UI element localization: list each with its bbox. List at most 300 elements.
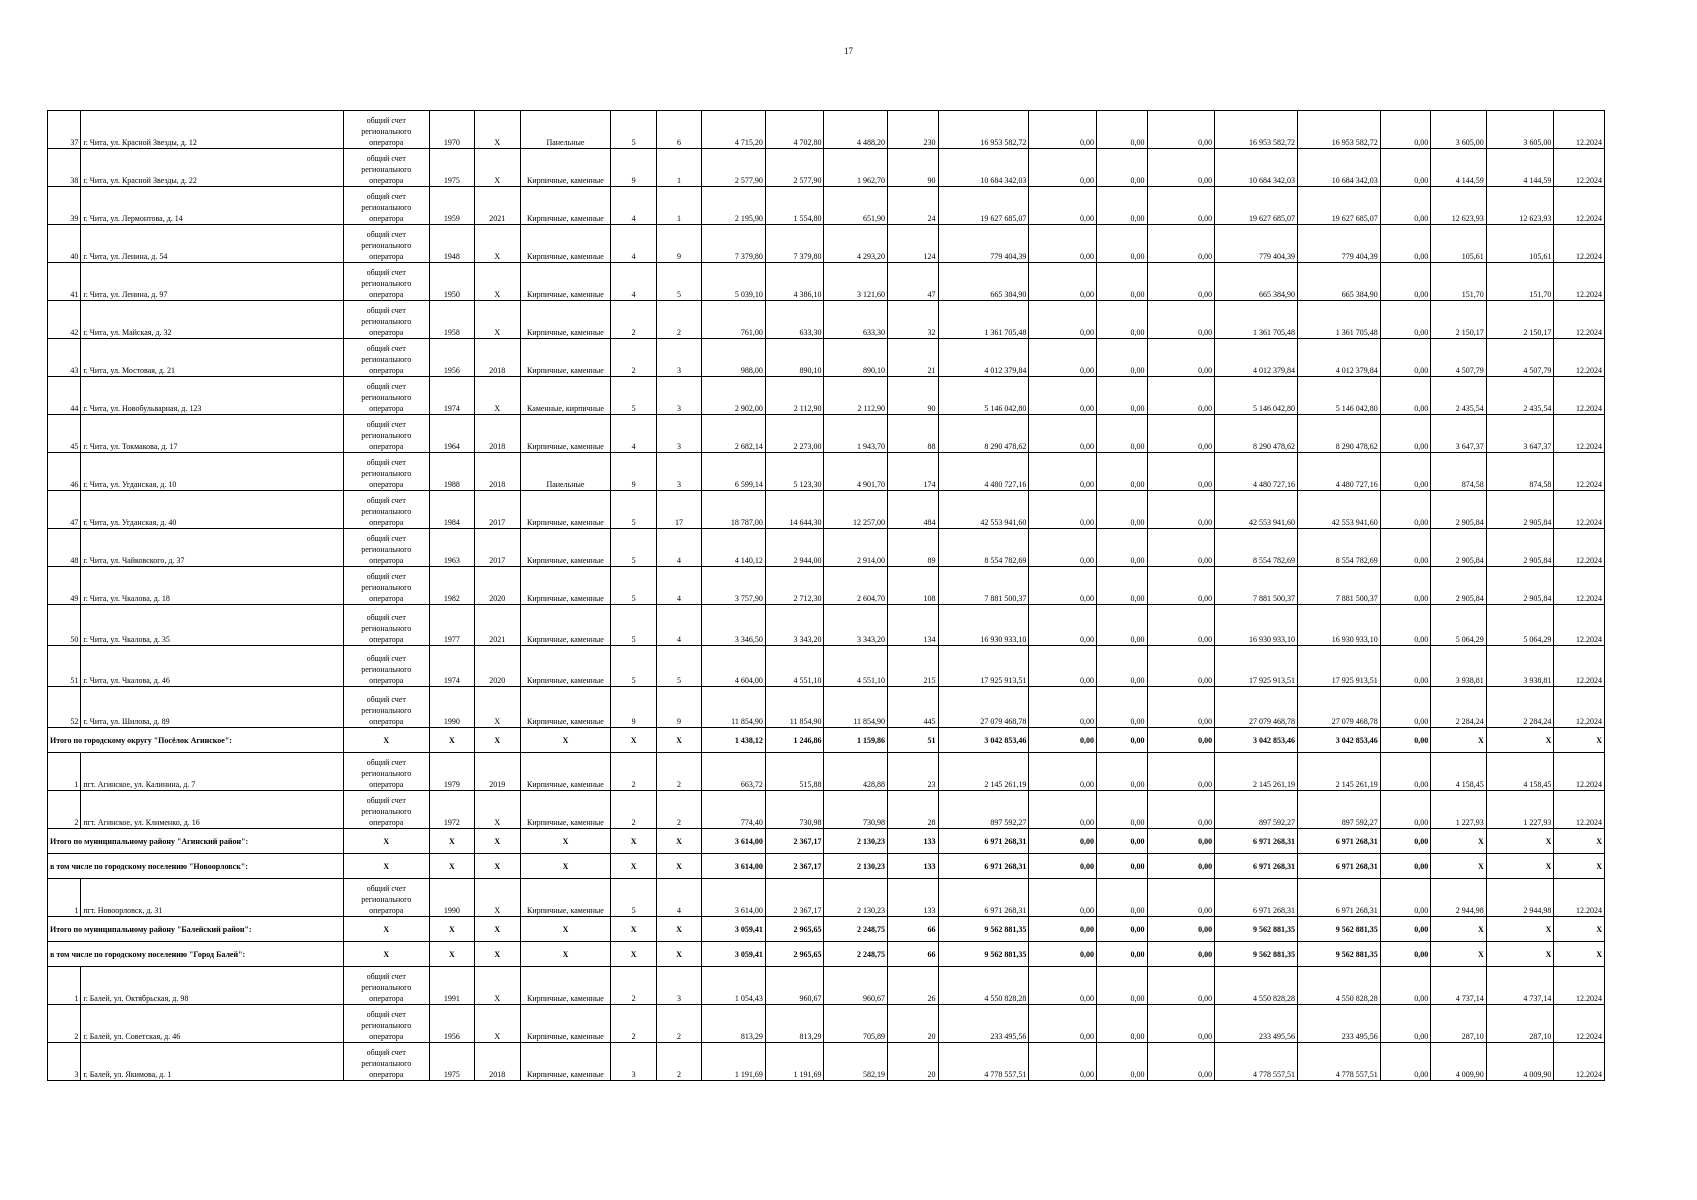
cell-unit-cost-limit: 2 150,17 — [1486, 301, 1554, 339]
cell-fund-owners-total: 4 550 828,28 — [1297, 967, 1380, 1005]
cell-living-area: 7 379,80 — [765, 225, 824, 263]
cell-fund-local: 0,00 — [1147, 605, 1215, 646]
cell-fund-other: 0,00 — [1380, 567, 1430, 605]
table-row — [48, 879, 1605, 917]
cell-fund-federal: 0,00 — [1029, 605, 1097, 646]
cell-year-built: X — [429, 728, 474, 753]
cell-year-built: X — [429, 854, 474, 879]
cell-fund-owners-total: 6 971 268,31 — [1297, 829, 1380, 854]
table-row — [48, 111, 1605, 149]
cell-address: г. Чита, ул. Угданская, д. 10 — [81, 453, 344, 491]
cell-fund-regional: 0,00 — [1097, 529, 1147, 567]
cell-fund-owners-total: 4 778 557,51 — [1297, 1043, 1380, 1081]
cell-completion-date: 12.2024 — [1554, 377, 1605, 415]
cell-account-type: общий счет регионального оператора — [343, 415, 429, 453]
cell-fund-owners-total: 5 146 042,80 — [1297, 377, 1380, 415]
cell-fund-owners: 5 146 042,80 — [1215, 377, 1298, 415]
table-row — [48, 187, 1605, 225]
cell-owned-area: 1 159,86 — [824, 728, 888, 753]
cell-unit-cost: 2 944,98 — [1431, 879, 1487, 917]
cell-fund-other: 0,00 — [1380, 225, 1430, 263]
cell-living-area: 4 386,10 — [765, 263, 824, 301]
cell-account-type: общий счет регионального оператора — [343, 646, 429, 687]
cell-account-type: X — [343, 942, 429, 967]
cell-fund-owners: 16 930 933,10 — [1215, 605, 1298, 646]
cell-floors: 5 — [611, 879, 656, 917]
cell-fund-owners-total: 7 881 500,37 — [1297, 567, 1380, 605]
table-row — [48, 263, 1605, 301]
cell-row-number: 2 — [48, 791, 81, 829]
cell-floors: X — [611, 942, 656, 967]
cell-unit-cost-limit: 2 284,24 — [1486, 687, 1554, 728]
cell-living-area: 14 644,30 — [765, 491, 824, 529]
cell-fund-federal: 0,00 — [1029, 567, 1097, 605]
cell-fund-regional: 0,00 — [1097, 415, 1147, 453]
cell-fund-other: 0,00 — [1380, 917, 1430, 942]
cell-entrances: 3 — [656, 415, 701, 453]
cell-entrances: 3 — [656, 377, 701, 415]
cell-residents: 174 — [888, 453, 938, 491]
table-row — [48, 605, 1605, 646]
cell-repair-cost: 1 361 705,48 — [938, 301, 1029, 339]
cell-floors: 2 — [611, 339, 656, 377]
cell-fund-federal: 0,00 — [1029, 453, 1097, 491]
cell-fund-owners-total: 779 404,39 — [1297, 225, 1380, 263]
cell-unit-cost-limit: X — [1486, 728, 1554, 753]
cell-account-type: общий счет регионального оператора — [343, 187, 429, 225]
cell-owned-area: 2 130,23 — [824, 854, 888, 879]
cell-owned-area: 890,10 — [824, 339, 888, 377]
cell-year-last-repair: X — [475, 829, 520, 854]
cell-repair-cost: 16 930 933,10 — [938, 605, 1029, 646]
cell-entrances: 2 — [656, 753, 701, 791]
cell-residents: 51 — [888, 728, 938, 753]
cell-wall-material: X — [520, 854, 611, 879]
table-row — [48, 753, 1605, 791]
cell-residents: 484 — [888, 491, 938, 529]
cell-address: пгт. Агинское, ул. Клименко, д. 16 — [81, 791, 344, 829]
cell-fund-owners-total: 6 971 268,31 — [1297, 854, 1380, 879]
cell-total-area: 1 438,12 — [702, 728, 766, 753]
cell-living-area: 960,67 — [765, 967, 824, 1005]
table-row — [48, 1043, 1605, 1081]
cell-fund-owners: 7 881 500,37 — [1215, 567, 1298, 605]
cell-row-number: 52 — [48, 687, 81, 728]
cell-owned-area: 582,19 — [824, 1043, 888, 1081]
cell-fund-regional: 0,00 — [1097, 967, 1147, 1005]
cell-living-area: 3 343,20 — [765, 605, 824, 646]
cell-living-area: 633,30 — [765, 301, 824, 339]
cell-residents: 21 — [888, 339, 938, 377]
cell-entrances: 17 — [656, 491, 701, 529]
cell-account-type: общий счет регионального оператора — [343, 1043, 429, 1081]
cell-owned-area: 4 293,20 — [824, 225, 888, 263]
table-row — [48, 646, 1605, 687]
cell-fund-regional: 0,00 — [1097, 301, 1147, 339]
cell-floors: 5 — [611, 646, 656, 687]
cell-living-area: 4 551,10 — [765, 646, 824, 687]
cell-completion-date: X — [1554, 854, 1605, 879]
cell-entrances: 4 — [656, 879, 701, 917]
cell-total-area: 5 039,10 — [702, 263, 766, 301]
cell-owned-area: 4 488,20 — [824, 111, 888, 149]
cell-total-area: 2 577,90 — [702, 149, 766, 187]
cell-fund-owners-total: 3 042 853,46 — [1297, 728, 1380, 753]
total-label: Итого по городскому округу "Посёлок Агинское": — [48, 728, 344, 753]
cell-wall-material: Кирпичные, каменные — [520, 567, 611, 605]
cell-unit-cost-limit: X — [1486, 829, 1554, 854]
cell-fund-local: 0,00 — [1147, 567, 1215, 605]
cell-row-number: 2 — [48, 1005, 81, 1043]
cell-year-built: 1964 — [429, 415, 474, 453]
cell-fund-regional: 0,00 — [1097, 605, 1147, 646]
cell-account-type: общий счет регионального оператора — [343, 225, 429, 263]
cell-fund-other: 0,00 — [1380, 791, 1430, 829]
cell-entrances: 4 — [656, 567, 701, 605]
cell-floors: X — [611, 917, 656, 942]
cell-year-last-repair: X — [475, 728, 520, 753]
cell-residents: 133 — [888, 829, 938, 854]
cell-entrances: 3 — [656, 453, 701, 491]
cell-unit-cost-limit: 105,61 — [1486, 225, 1554, 263]
cell-completion-date: 12.2024 — [1554, 415, 1605, 453]
cell-year-built: 1984 — [429, 491, 474, 529]
cell-living-area: 4 702,80 — [765, 111, 824, 149]
cell-fund-owners-total: 19 627 685,07 — [1297, 187, 1380, 225]
cell-fund-other: 0,00 — [1380, 728, 1430, 753]
cell-wall-material: Кирпичные, каменные — [520, 605, 611, 646]
cell-account-type: X — [343, 917, 429, 942]
cell-fund-local: 0,00 — [1147, 687, 1215, 728]
cell-fund-other: 0,00 — [1380, 415, 1430, 453]
cell-fund-local: 0,00 — [1147, 149, 1215, 187]
cell-unit-cost: 2 905,84 — [1431, 529, 1487, 567]
cell-owned-area: 2 248,75 — [824, 942, 888, 967]
cell-fund-owners: 8 554 782,69 — [1215, 529, 1298, 567]
cell-repair-cost: 233 495,56 — [938, 1005, 1029, 1043]
cell-total-area: 3 614,00 — [702, 829, 766, 854]
cell-account-type: общий счет регионального оператора — [343, 149, 429, 187]
houses-table — [47, 110, 1605, 1081]
cell-fund-other: 0,00 — [1380, 753, 1430, 791]
cell-total-area: 2 902,00 — [702, 377, 766, 415]
cell-entrances: X — [656, 917, 701, 942]
cell-address: г. Чита, ул. Лермонтова, д. 14 — [81, 187, 344, 225]
table-row — [48, 301, 1605, 339]
cell-account-type: общий счет регионального оператора — [343, 687, 429, 728]
cell-wall-material: Каменные, кирпичные — [520, 377, 611, 415]
cell-entrances: 5 — [656, 646, 701, 687]
cell-unit-cost-limit: 1 227,93 — [1486, 791, 1554, 829]
cell-residents: 124 — [888, 225, 938, 263]
cell-unit-cost: 105,61 — [1431, 225, 1487, 263]
cell-fund-owners-total: 2 145 261,19 — [1297, 753, 1380, 791]
cell-owned-area: 960,67 — [824, 967, 888, 1005]
cell-entrances: 4 — [656, 529, 701, 567]
cell-fund-owners-total: 42 553 941,60 — [1297, 491, 1380, 529]
cell-unit-cost: X — [1431, 942, 1487, 967]
cell-unit-cost: 2 905,84 — [1431, 491, 1487, 529]
cell-fund-owners-total: 9 562 881,35 — [1297, 942, 1380, 967]
cell-fund-federal: 0,00 — [1029, 263, 1097, 301]
cell-completion-date: 12.2024 — [1554, 339, 1605, 377]
cell-account-type: X — [343, 854, 429, 879]
cell-address: г. Балей, ул. Якимова, д. 1 — [81, 1043, 344, 1081]
cell-fund-owners: 4 778 557,51 — [1215, 1043, 1298, 1081]
cell-year-last-repair: X — [475, 301, 520, 339]
table-row — [48, 415, 1605, 453]
cell-unit-cost: 287,10 — [1431, 1005, 1487, 1043]
cell-year-built: 1979 — [429, 753, 474, 791]
cell-completion-date: 12.2024 — [1554, 453, 1605, 491]
total-row — [48, 854, 1605, 879]
cell-unit-cost: 1 227,93 — [1431, 791, 1487, 829]
cell-entrances: 3 — [656, 339, 701, 377]
cell-completion-date: X — [1554, 829, 1605, 854]
cell-floors: 2 — [611, 1005, 656, 1043]
cell-residents: 24 — [888, 187, 938, 225]
table-row — [48, 567, 1605, 605]
cell-fund-local: 0,00 — [1147, 829, 1215, 854]
cell-row-number: 3 — [48, 1043, 81, 1081]
cell-fund-federal: 0,00 — [1029, 1043, 1097, 1081]
cell-wall-material: Кирпичные, каменные — [520, 301, 611, 339]
cell-completion-date: 12.2024 — [1554, 187, 1605, 225]
cell-entrances: 2 — [656, 1005, 701, 1043]
cell-account-type: общий счет регионального оператора — [343, 263, 429, 301]
cell-fund-federal: 0,00 — [1029, 791, 1097, 829]
cell-residents: 20 — [888, 1043, 938, 1081]
cell-fund-other: 0,00 — [1380, 187, 1430, 225]
table-row — [48, 687, 1605, 728]
cell-unit-cost: 4 009,90 — [1431, 1043, 1487, 1081]
cell-completion-date: 12.2024 — [1554, 111, 1605, 149]
cell-total-area: 4 715,20 — [702, 111, 766, 149]
cell-unit-cost-limit: X — [1486, 942, 1554, 967]
cell-fund-regional: 0,00 — [1097, 728, 1147, 753]
cell-entrances: X — [656, 728, 701, 753]
cell-wall-material: Кирпичные, каменные — [520, 149, 611, 187]
cell-owned-area: 2 248,75 — [824, 917, 888, 942]
cell-fund-other: 0,00 — [1380, 453, 1430, 491]
cell-account-type: общий счет регионального оператора — [343, 529, 429, 567]
cell-year-built: 1956 — [429, 339, 474, 377]
cell-owned-area: 633,30 — [824, 301, 888, 339]
cell-fund-regional: 0,00 — [1097, 687, 1147, 728]
cell-wall-material: X — [520, 728, 611, 753]
cell-entrances: X — [656, 942, 701, 967]
cell-address: г. Чита, ул. Токмакова, д. 17 — [81, 415, 344, 453]
cell-address: г. Чита, ул. Мостовая, д. 21 — [81, 339, 344, 377]
cell-floors: X — [611, 728, 656, 753]
cell-unit-cost-limit: 3 647,37 — [1486, 415, 1554, 453]
cell-year-last-repair: 2018 — [475, 453, 520, 491]
cell-repair-cost: 665 384,90 — [938, 263, 1029, 301]
cell-fund-owners-total: 16 953 582,72 — [1297, 111, 1380, 149]
cell-fund-owners: 4 480 727,16 — [1215, 453, 1298, 491]
cell-unit-cost: 2 435,54 — [1431, 377, 1487, 415]
cell-floors: 5 — [611, 111, 656, 149]
cell-fund-other: 0,00 — [1380, 377, 1430, 415]
cell-floors: 9 — [611, 149, 656, 187]
cell-year-last-repair: X — [475, 917, 520, 942]
cell-repair-cost: 16 953 582,72 — [938, 111, 1029, 149]
cell-unit-cost-limit: 12 623,93 — [1486, 187, 1554, 225]
cell-residents: 88 — [888, 415, 938, 453]
cell-fund-federal: 0,00 — [1029, 529, 1097, 567]
cell-floors: 9 — [611, 453, 656, 491]
cell-total-area: 2 195,90 — [702, 187, 766, 225]
cell-address: г. Балей, ул. Советская, д. 46 — [81, 1005, 344, 1043]
cell-total-area: 663,72 — [702, 753, 766, 791]
cell-wall-material: Панельные — [520, 453, 611, 491]
cell-row-number: 43 — [48, 339, 81, 377]
cell-fund-federal: 0,00 — [1029, 149, 1097, 187]
cell-living-area: 1 191,69 — [765, 1043, 824, 1081]
cell-completion-date: X — [1554, 728, 1605, 753]
cell-floors: 5 — [611, 377, 656, 415]
cell-year-last-repair: X — [475, 942, 520, 967]
cell-fund-owners: 665 384,90 — [1215, 263, 1298, 301]
cell-row-number: 45 — [48, 415, 81, 453]
cell-living-area: 2 577,90 — [765, 149, 824, 187]
cell-fund-owners-total: 233 495,56 — [1297, 1005, 1380, 1043]
cell-fund-regional: 0,00 — [1097, 491, 1147, 529]
cell-repair-cost: 779 404,39 — [938, 225, 1029, 263]
cell-residents: 66 — [888, 917, 938, 942]
cell-unit-cost-limit: 4 009,90 — [1486, 1043, 1554, 1081]
cell-unit-cost-limit: 151,70 — [1486, 263, 1554, 301]
cell-wall-material: Кирпичные, каменные — [520, 339, 611, 377]
cell-unit-cost: 12 623,93 — [1431, 187, 1487, 225]
cell-residents: 445 — [888, 687, 938, 728]
cell-year-last-repair: X — [475, 1005, 520, 1043]
cell-fund-regional: 0,00 — [1097, 854, 1147, 879]
page-number: 17 — [844, 46, 853, 56]
cell-account-type: общий счет регионального оператора — [343, 377, 429, 415]
cell-fund-other: 0,00 — [1380, 687, 1430, 728]
cell-fund-other: 0,00 — [1380, 942, 1430, 967]
cell-year-built: 1974 — [429, 646, 474, 687]
cell-row-number: 51 — [48, 646, 81, 687]
cell-account-type: общий счет регионального оператора — [343, 605, 429, 646]
cell-fund-other: 0,00 — [1380, 491, 1430, 529]
cell-fund-local: 0,00 — [1147, 339, 1215, 377]
cell-year-built: 1974 — [429, 377, 474, 415]
cell-floors: 2 — [611, 967, 656, 1005]
cell-repair-cost: 4 012 379,84 — [938, 339, 1029, 377]
cell-fund-other: 0,00 — [1380, 263, 1430, 301]
cell-address: г. Чита, ул. Чкалова, д. 35 — [81, 605, 344, 646]
total-label: Итого по муниципальному району "Агинский район": — [48, 829, 344, 854]
cell-living-area: 730,98 — [765, 791, 824, 829]
table-row — [48, 377, 1605, 415]
cell-unit-cost: 4 158,45 — [1431, 753, 1487, 791]
cell-fund-other: 0,00 — [1380, 529, 1430, 567]
cell-unit-cost-limit: 2 944,98 — [1486, 879, 1554, 917]
cell-unit-cost: 2 150,17 — [1431, 301, 1487, 339]
cell-repair-cost: 9 562 881,35 — [938, 917, 1029, 942]
cell-fund-federal: 0,00 — [1029, 225, 1097, 263]
cell-fund-owners-total: 665 384,90 — [1297, 263, 1380, 301]
cell-owned-area: 1 943,70 — [824, 415, 888, 453]
cell-row-number: 42 — [48, 301, 81, 339]
cell-residents: 32 — [888, 301, 938, 339]
cell-fund-regional: 0,00 — [1097, 942, 1147, 967]
cell-fund-owners: 779 404,39 — [1215, 225, 1298, 263]
cell-row-number: 47 — [48, 491, 81, 529]
cell-year-built: 1990 — [429, 687, 474, 728]
cell-unit-cost-limit: 287,10 — [1486, 1005, 1554, 1043]
cell-fund-federal: 0,00 — [1029, 1005, 1097, 1043]
cell-fund-regional: 0,00 — [1097, 339, 1147, 377]
cell-total-area: 11 854,90 — [702, 687, 766, 728]
cell-wall-material: Кирпичные, каменные — [520, 687, 611, 728]
cell-fund-owners: 8 290 478,62 — [1215, 415, 1298, 453]
cell-wall-material: Кирпичные, каменные — [520, 491, 611, 529]
cell-residents: 108 — [888, 567, 938, 605]
cell-year-built: 1975 — [429, 1043, 474, 1081]
cell-address: г. Чита, ул. Новобульварная, д. 123 — [81, 377, 344, 415]
cell-fund-owners: 9 562 881,35 — [1215, 942, 1298, 967]
cell-address: г. Чита, ул. Красной Звезды, д. 22 — [81, 149, 344, 187]
cell-floors: 9 — [611, 687, 656, 728]
cell-completion-date: 12.2024 — [1554, 967, 1605, 1005]
cell-repair-cost: 8 554 782,69 — [938, 529, 1029, 567]
cell-total-area: 3 059,41 — [702, 917, 766, 942]
total-label: Итого по муниципальному району "Балейский район": — [48, 917, 344, 942]
cell-fund-owners-total: 9 562 881,35 — [1297, 917, 1380, 942]
cell-year-built: 1975 — [429, 149, 474, 187]
cell-unit-cost-limit: 4 158,45 — [1486, 753, 1554, 791]
cell-fund-regional: 0,00 — [1097, 263, 1147, 301]
cell-row-number: 46 — [48, 453, 81, 491]
cell-fund-owners: 2 145 261,19 — [1215, 753, 1298, 791]
cell-year-built: 1950 — [429, 263, 474, 301]
cell-owned-area: 2 604,70 — [824, 567, 888, 605]
cell-completion-date: 12.2024 — [1554, 753, 1605, 791]
cell-entrances: 2 — [656, 301, 701, 339]
cell-living-area: 2 112,90 — [765, 377, 824, 415]
cell-year-last-repair: X — [475, 791, 520, 829]
cell-year-built: X — [429, 942, 474, 967]
cell-fund-other: 0,00 — [1380, 967, 1430, 1005]
cell-year-last-repair: 2020 — [475, 646, 520, 687]
cell-completion-date: 12.2024 — [1554, 605, 1605, 646]
cell-completion-date: 12.2024 — [1554, 263, 1605, 301]
cell-floors: 2 — [611, 753, 656, 791]
cell-living-area: 2 367,17 — [765, 829, 824, 854]
cell-living-area: 813,29 — [765, 1005, 824, 1043]
cell-completion-date: X — [1554, 917, 1605, 942]
cell-year-last-repair: 2018 — [475, 415, 520, 453]
cell-fund-local: 0,00 — [1147, 301, 1215, 339]
cell-completion-date: 12.2024 — [1554, 567, 1605, 605]
cell-unit-cost: 3 605,00 — [1431, 111, 1487, 149]
cell-year-built: 1963 — [429, 529, 474, 567]
cell-unit-cost-limit: 5 064,29 — [1486, 605, 1554, 646]
cell-repair-cost: 6 971 268,31 — [938, 879, 1029, 917]
cell-fund-owners: 233 495,56 — [1215, 1005, 1298, 1043]
cell-total-area: 761,00 — [702, 301, 766, 339]
cell-fund-local: 0,00 — [1147, 225, 1215, 263]
cell-fund-owners-total: 4 480 727,16 — [1297, 453, 1380, 491]
cell-fund-federal: 0,00 — [1029, 377, 1097, 415]
cell-fund-regional: 0,00 — [1097, 377, 1147, 415]
table-row — [48, 225, 1605, 263]
cell-wall-material: Кирпичные, каменные — [520, 225, 611, 263]
cell-wall-material: Кирпичные, каменные — [520, 529, 611, 567]
